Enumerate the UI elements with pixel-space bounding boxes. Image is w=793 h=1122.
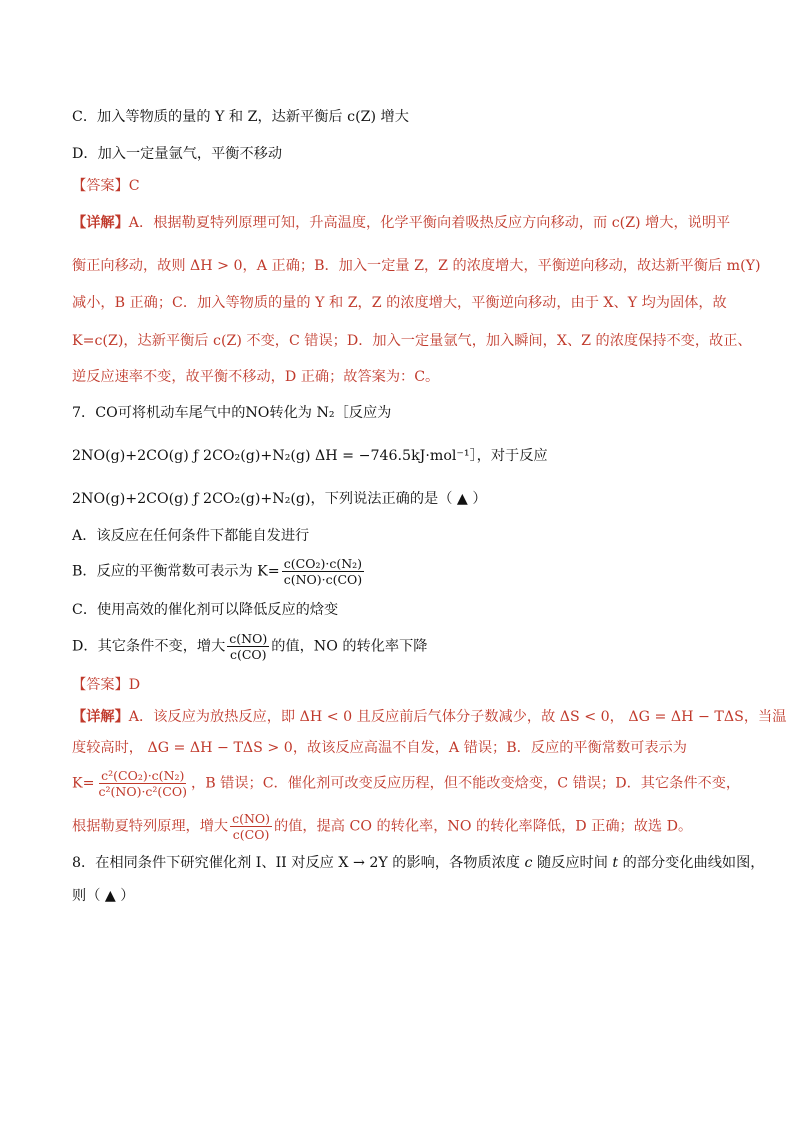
- fraction-denominator: c(NO)·c(CO): [283, 572, 363, 587]
- q7-stem: 7．CO可将机动车尾气中的NO转化为 N₂［反应为: [72, 405, 392, 421]
- fraction-denominator: c(CO): [229, 647, 267, 662]
- q7-detail-line-1: [72, 707, 786, 727]
- q8-text: 随反应时间: [532, 855, 613, 871]
- detail-text: A．根据勒夏特列原理可知，升高温度，化学平衡向着吸热反应方向移动，而 c(Z) 增大，说明平: [128, 215, 731, 231]
- fraction-numerator: c²(CO₂)·c(N₂): [101, 768, 185, 783]
- answer-value: C: [128, 178, 140, 194]
- answer-label: 【答案】: [72, 677, 129, 693]
- q6-answer: [72, 176, 140, 196]
- q7-option-c: C．使用高效的催化剂可以降低反应的焓变: [72, 602, 339, 618]
- q8-stem-line-1: [72, 853, 765, 873]
- q8-text: 8．在相同条件下研究催化剂 I、II 对反应 X → 2Y 的影响，各物质浓度: [72, 855, 525, 871]
- q7-detail-line-3: [72, 768, 740, 799]
- fraction-numerator: c(NO): [229, 631, 268, 646]
- q6-detail-line-5: 逆反应速率不变，故平衡不移动，D 正确；故答案为：C。: [72, 369, 440, 385]
- detail-label: 【详解】: [72, 215, 129, 231]
- q7-answer: [72, 675, 140, 695]
- fraction-numerator: c(NO): [232, 811, 271, 826]
- q8-text: 的部分变化曲线如图，: [618, 855, 765, 871]
- fraction-denominator: c²(NO)·c²(CO): [98, 784, 188, 799]
- answer-label: 【答案】: [72, 178, 129, 194]
- q6-option-c: C．加入等物质的量的 Y 和 Z，达新平衡后 c(Z) 增大: [72, 109, 409, 125]
- k-expression-fraction: [97, 768, 190, 799]
- answer-value: D: [128, 677, 141, 693]
- q8-stem-line-2: 则（ ▲ ）: [72, 888, 135, 904]
- q6-option-d: D．加入一定量氩气，平衡不移动: [72, 146, 283, 162]
- q7-option-a: A．该反应在任何条件下都能自发进行: [72, 528, 310, 544]
- option-d-text-end: 的值，NO 的转化率下降: [271, 638, 428, 655]
- q7-detail-line-2: 度较高时， ΔG = ΔH − TΔS > 0，故该反应高温不自发，A 错误；B．反应的平衡常数可表示为: [72, 740, 687, 756]
- q7-equation-2: 2NO(g)+2CO(g) ƒ 2CO₂(g)+N₂(g)，下列说法正确的是（ ▲ ）: [72, 491, 487, 507]
- option-d-text: D．其它条件不变，增大: [72, 638, 226, 655]
- ratio-fraction: [230, 811, 272, 842]
- time-symbol: t: [612, 855, 619, 871]
- detail-label: 【详解】: [72, 709, 129, 725]
- detail-text-end: 的值，提高 CO 的转化率，NO 的转化率降低，D 正确；故选 D。: [274, 818, 693, 835]
- detail-text: ，B 错误；C．催化剂可改变反应历程，但不能改变焓变，C 错误；D．其它条件不变，: [191, 775, 741, 792]
- fraction-numerator: c(CO₂)·c(N₂): [283, 556, 363, 571]
- option-b-text: B．反应的平衡常数可表示为 K=: [72, 563, 280, 580]
- concentration-symbol: c: [524, 855, 533, 871]
- q6-detail-line-3: 减小，B 正确；C．加入等物质的量的 Y 和 Z，Z 的浓度增大，平衡逆向移动，由于 X、Y 均为固体，故: [72, 295, 727, 311]
- detail-text: 根据勒夏特列原理，增大: [72, 818, 229, 835]
- detail-text: A．该反应为放热反应，即 ΔH < 0 且反应前后气体分子数减少，故 ΔS < 0， ΔG = ΔH − TΔS，当温: [128, 709, 787, 725]
- ratio-fraction: [227, 631, 269, 662]
- q6-detail-line-4: K=c(Z)，达新平衡后 c(Z) 不变，C 错误；D．加入一定量氩气，加入瞬间，X、Z 的浓度保持不变，故正、: [72, 333, 752, 349]
- q7-option-b: [72, 556, 366, 587]
- q7-detail-line-4: [72, 811, 692, 842]
- detail-k-prefix: K=: [72, 775, 95, 792]
- q7-equation-1: 2NO(g)+2CO(g) ƒ 2CO₂(g)+N₂(g) ΔH = −746.5kJ·mol⁻¹］，对于反应: [72, 448, 548, 464]
- fraction-denominator: c(CO): [232, 827, 270, 842]
- q6-detail-line-2: 衡正向移动，故则 ΔH > 0，A 正确；B．加入一定量 Z，Z 的浓度增大，平衡逆向移动，故达新平衡后 m(Y): [72, 258, 761, 274]
- q6-detail-line-1: [72, 213, 730, 233]
- q7-option-d: [72, 631, 427, 662]
- equilibrium-constant-fraction: [282, 556, 364, 587]
